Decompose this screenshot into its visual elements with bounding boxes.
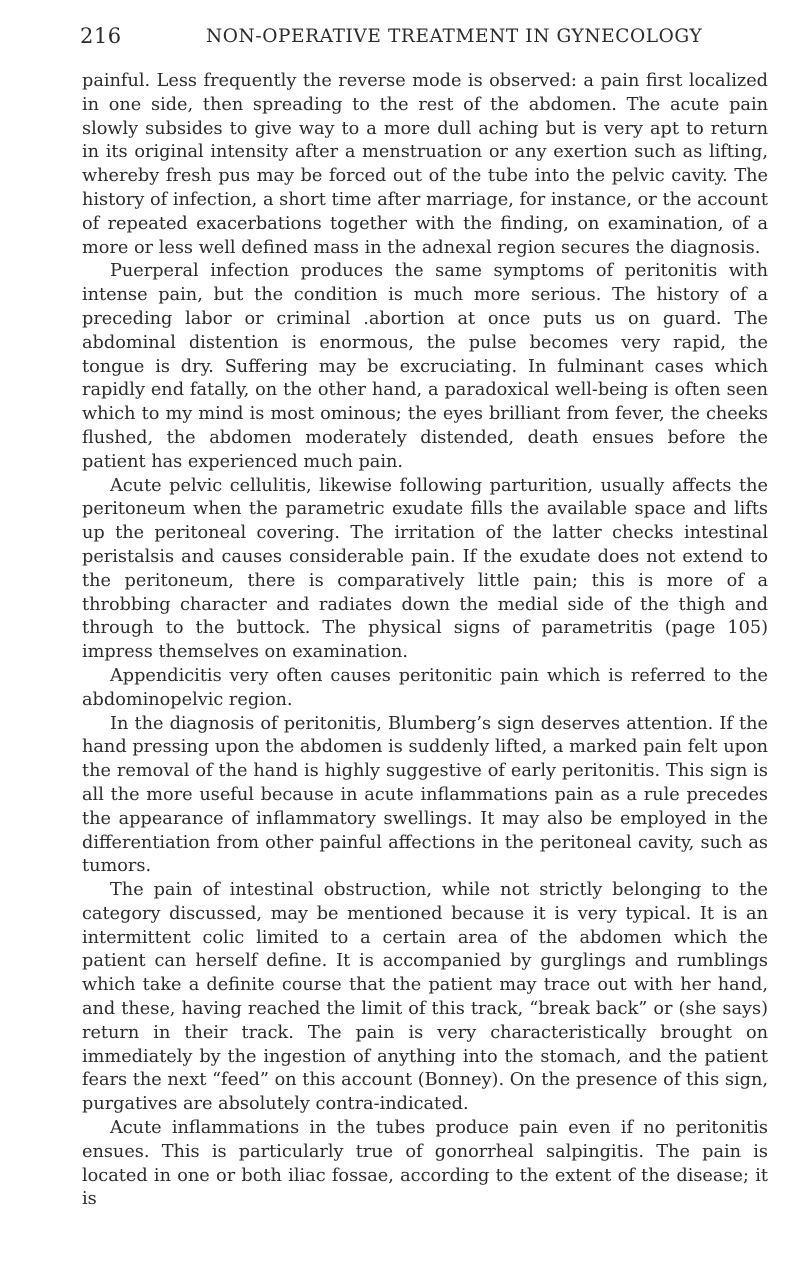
- paragraph-4: Appendicitis very often causes peritonitic pain which is referred to the abdominopelvic region.: [82, 665, 768, 710]
- page-header: [82, 20, 768, 52]
- page-number: 216: [80, 24, 122, 48]
- paragraph-3: Acute pelvic cellulitis, likewise following parturition, usually affects the peritoneum when the parametric exudate fills the available space and lifts up the peritoneal covering. The irritation of the latter checks intestinal peristalsis and causes considerable pain. If the exudate does not extend to the peritoneum, there is comparatively little pain; this is more of a throbbing character and radiates down the medial side of the thigh and through to the buttock. The physical signs of parametritis (page 105) impress themselves on examination.: [82, 475, 768, 663]
- paragraph-1: painful. Less frequently the reverse mode is observed: a pain first localized in one side, then spreading to the rest of the abdomen. The acute pain slowly subsides to give way to a more dull aching but is very apt to return in its original intensity after a menstruation or any exertion such as lifting, whereby fresh pus may be forced out of the tube into the pelvic cavity. The history of infection, a short time after marriage, for instance, or the account of repeated exacerbations together with the finding, on examination, of a more or less well defined mass in the adnexal region secures the diagnosis.: [82, 71, 768, 258]
- paragraph-2: Puerperal infection produces the same symptoms of peritonitis with intense pain, but the condition is much more serious. The history of a preceding labor or criminal .abortion at once puts us on guard. The abdominal distention is enormous, the pulse becomes very rapid, the tongue is dry. Suffering may be excruciating. In fulminant cases which rapidly end fatally, on the other hand, a paradoxical well-being is often seen which to my mind is most ominous; the eyes brilliant from fever, the cheeks flushed, the abdomen moderately distended, death ensues before the patient has experienced much pain.: [82, 261, 768, 472]
- running-head: NON-OPERATIVE TREATMENT IN GYNECOLOGY: [206, 26, 703, 47]
- body-text: [82, 70, 768, 1212]
- paragraph-7: Acute inflammations in the tubes produce pain even if no peritonitis ensues. This is particularly true of gonorrheal salpingitis. The pain is located in one or both iliac fossae, according to the extent of the disease; it is: [82, 1118, 768, 1210]
- paragraph-5: In the diagnosis of peritonitis, Blumberg’s sign deserves attention. If the hand pressing upon the abdomen is suddenly lifted, a marked pain felt upon the removal of the hand is highly suggestive of early peritonitis. This sign is all the more useful because in acute inflammations pain as a rule precedes the appearance of inflammatory swellings. It may also be employed in the differentiation from other painful affections in the peritoneal cavity, such as tumors.: [82, 713, 768, 877]
- paragraph-6: The pain of intestinal obstruction, while not strictly belonging to the category discussed, may be mentioned because it is very typical. It is an intermittent colic limited to a certain area of the abdomen which the patient can herself define. It is accompanied by gurglings and rumblings which take a definite course that the patient may trace out with her hand, and these, having reached the limit of this track, “break back” or (she says) return in their track. The pain is very characteristically brought on immediately by the ingestion of anything into the stomach, and the patient fears the next “feed” on this account (Bonney). On the presence of this sign, purgatives are absolutely contra-indicated.: [82, 880, 768, 1115]
